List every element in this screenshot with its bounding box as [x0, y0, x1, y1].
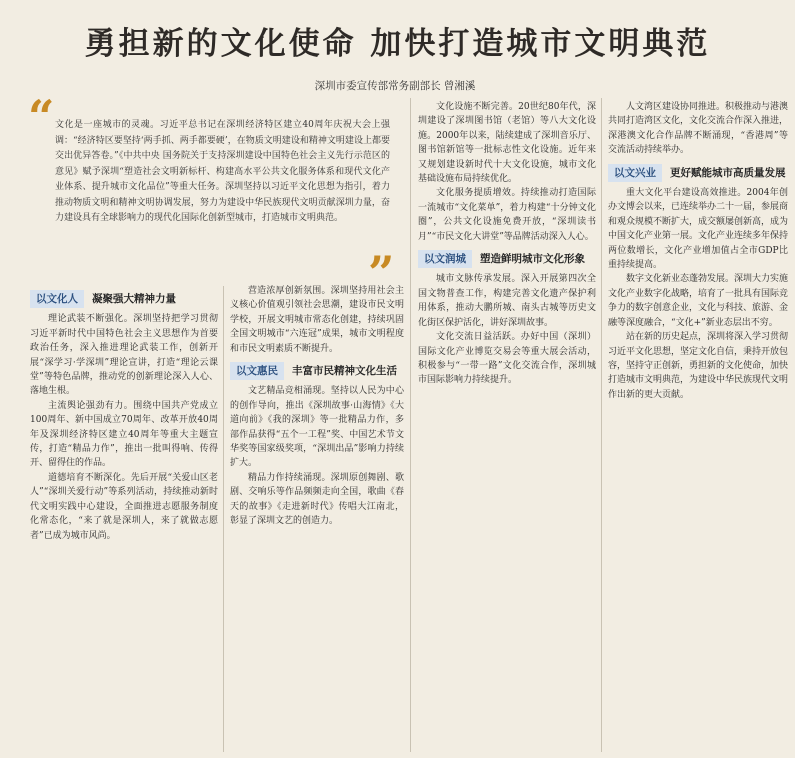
paragraph: 理论武装不断强化。深圳坚持把学习贯彻习近平新时代中国特色社会主义思想作为首要政治任务，深入推进理论武装工作，创新开展“深学习·学深圳”理论宣讲，打造“理论云课堂”等特色品牌，推动党的创新理论深入人心、落地生根。: [30, 314, 218, 397]
paragraph: 道德培育不断深化。先后开展“关爱山区老人”“深圳关爱行动”等系列活动，持续推动新时代文明实践中心建设，全面推进志愿服务制度化常态化，“来了就是深圳人，来了就做志愿者”已成为城市风尚。: [30, 472, 218, 541]
section-title: 更好赋能城市高质量发展: [670, 166, 786, 179]
paragraph: 主流舆论强劲有力。围绕中国共产党成立100周年、新中国成立70周年、改革开放40周年及深圳经济特区建立40周年等重大主题宣传，打造“精品力作”，推出一批叫得响、传得开、留得住的作品。: [30, 400, 218, 469]
intro-text: 文化是一座城市的灵魂。习近平总书记在深圳经济特区建立40周年庆祝大会上强调：“经济特区要坚持‘两手抓、两手都要硬’，在物质文明建设和精神文明建设上都要交出优异答卷。”《中共中央 国务院关于支持深圳建设中国特色社会主义先行示范区的意见》赋予深圳“塑造社会文明新标杆、构建高水平公共文化服务体系和现代文化产业体系、提升城市文化品位”等重大任务。深圳坚持以习近平文化思想为指引，着力推动物质文明和精神文明协调发展，努力为建设中华民族现代文明贡献深圳力量，奋力建设具有全球影响力的现代化国际化创新型城市，打造城市文明典范。: [55, 120, 390, 223]
byline: 深圳市委宣传部常务副部长 曾湘溪: [314, 80, 476, 92]
section-heading: [230, 362, 404, 380]
paragraph: 人文湾区建设协同推进。积极推动与港澳共同打造湾区文化，文化交流合作深入推进，深港澳文化合作品牌不断涌现，“香港周”等交流活动持续举办。: [608, 102, 788, 156]
section-tag: 以文化人: [30, 290, 84, 308]
paragraph: 站在新的历史起点，深圳将深入学习贯彻习近平文化思想，坚定文化自信，秉持开放包容，坚持守正创新，勇担新的文化使命，加快打造城市文明典范，为建设中华民族现代文明作出新的更大贡献。: [608, 332, 788, 400]
section-heading: [30, 290, 218, 308]
paragraph: 重大文化平台建设高效推进。2004年创办文博会以来，已连续举办二十一届，参展商和观众规模不断扩大，成交额屡创新高，成为中国文化产业第一展。文化产业连续多年保持两位数增长，文化产业增加值占全市GDP比重持续提高。: [608, 188, 788, 271]
section-tag: 以文惠民: [230, 362, 284, 380]
section-heading: [418, 250, 596, 268]
section-tag: 以文润城: [418, 250, 472, 268]
column-1: [30, 284, 218, 754]
section-tag: 以文兴业: [608, 164, 662, 182]
paragraph: 城市文脉传承发展。深入开展第四次全国文物普查工作，构建完善文化遗产保护利用体系，推动大鹏所城、南头古城等历史文化街区保护活化，讲好深圳故事。: [418, 274, 596, 328]
paragraph: 文化服务提质增效。持续推动打造国际一流城市“文化菜单”，着力构建“十分钟文化圈”，公共文化设施免费开放，“深圳读书月”“市民文化大讲堂”等品牌活动深入人心。: [418, 188, 596, 242]
column-rule-3: [601, 98, 602, 752]
section-heading: [608, 164, 788, 182]
close-quote-icon: ”: [368, 246, 395, 300]
paragraph: 营造浓厚创新氛围。深圳坚持用社会主义核心价值观引领社会思潮，建设市民文明学校，开展文明城市常态化创建，持续巩固全国文明城市“六连冠”成果，城市文明程度和市民文明素质不断提升。: [230, 286, 404, 354]
section-title: 凝聚强大精神力量: [92, 293, 176, 305]
column-4: [608, 100, 788, 754]
open-quote-icon: “: [28, 90, 55, 144]
section-title: 塑造鲜明城市文化形象: [480, 253, 585, 266]
paragraph: 数字文化新业态蓬勃发展。深圳大力实施文化产业数字化战略，培育了一批具有国际竞争力的数字创意企业，文化与科技、旅游、金融等深度融合，“文化+”新业态层出不穷。: [608, 274, 788, 328]
headline: 勇担新的文化使命 加快打造城市文明典范: [84, 26, 711, 62]
column-2: [230, 284, 404, 754]
paragraph: 文化交流日益活跃。办好中国（深圳）国际文化产业博览交易会等重大展会活动，积极参与“一带一路”文化交流合作，深圳城市国际影响力持续提升。: [418, 332, 596, 386]
paragraph: 精品力作持续涌现。深圳原创舞剧、歌剧、交响乐等作品频频走向全国，歌曲《春天的故事》《走进新时代》传唱大江南北，彰显了深圳文艺的创造力。: [230, 472, 404, 527]
section-title: 丰富市民精神文化生活: [292, 365, 397, 378]
column-rule-2: [410, 98, 411, 752]
paragraph: 文艺精品竞相涌现。坚持以人民为中心的创作导向，推出《深圳故事·山海情》《大道向前》《我的深圳》等一批精品力作，多部作品获得“五个一工程”奖、中国艺术节文华奖等国家级奖项，“深圳出品”影响力持续扩大。: [230, 386, 404, 469]
paragraph: 文化设施不断完善。20世纪80年代，深圳建设了深圳图书馆（老馆）等八大文化设施。2000年以来，陆续建成了深圳音乐厅、图书馆新馆等一批标志性文化设施。近年来又规划建设新时代十大文化设施，城市文化基础设施布局持续优化。: [418, 102, 596, 185]
column-3: [418, 100, 596, 754]
column-rule-1: [223, 286, 224, 752]
